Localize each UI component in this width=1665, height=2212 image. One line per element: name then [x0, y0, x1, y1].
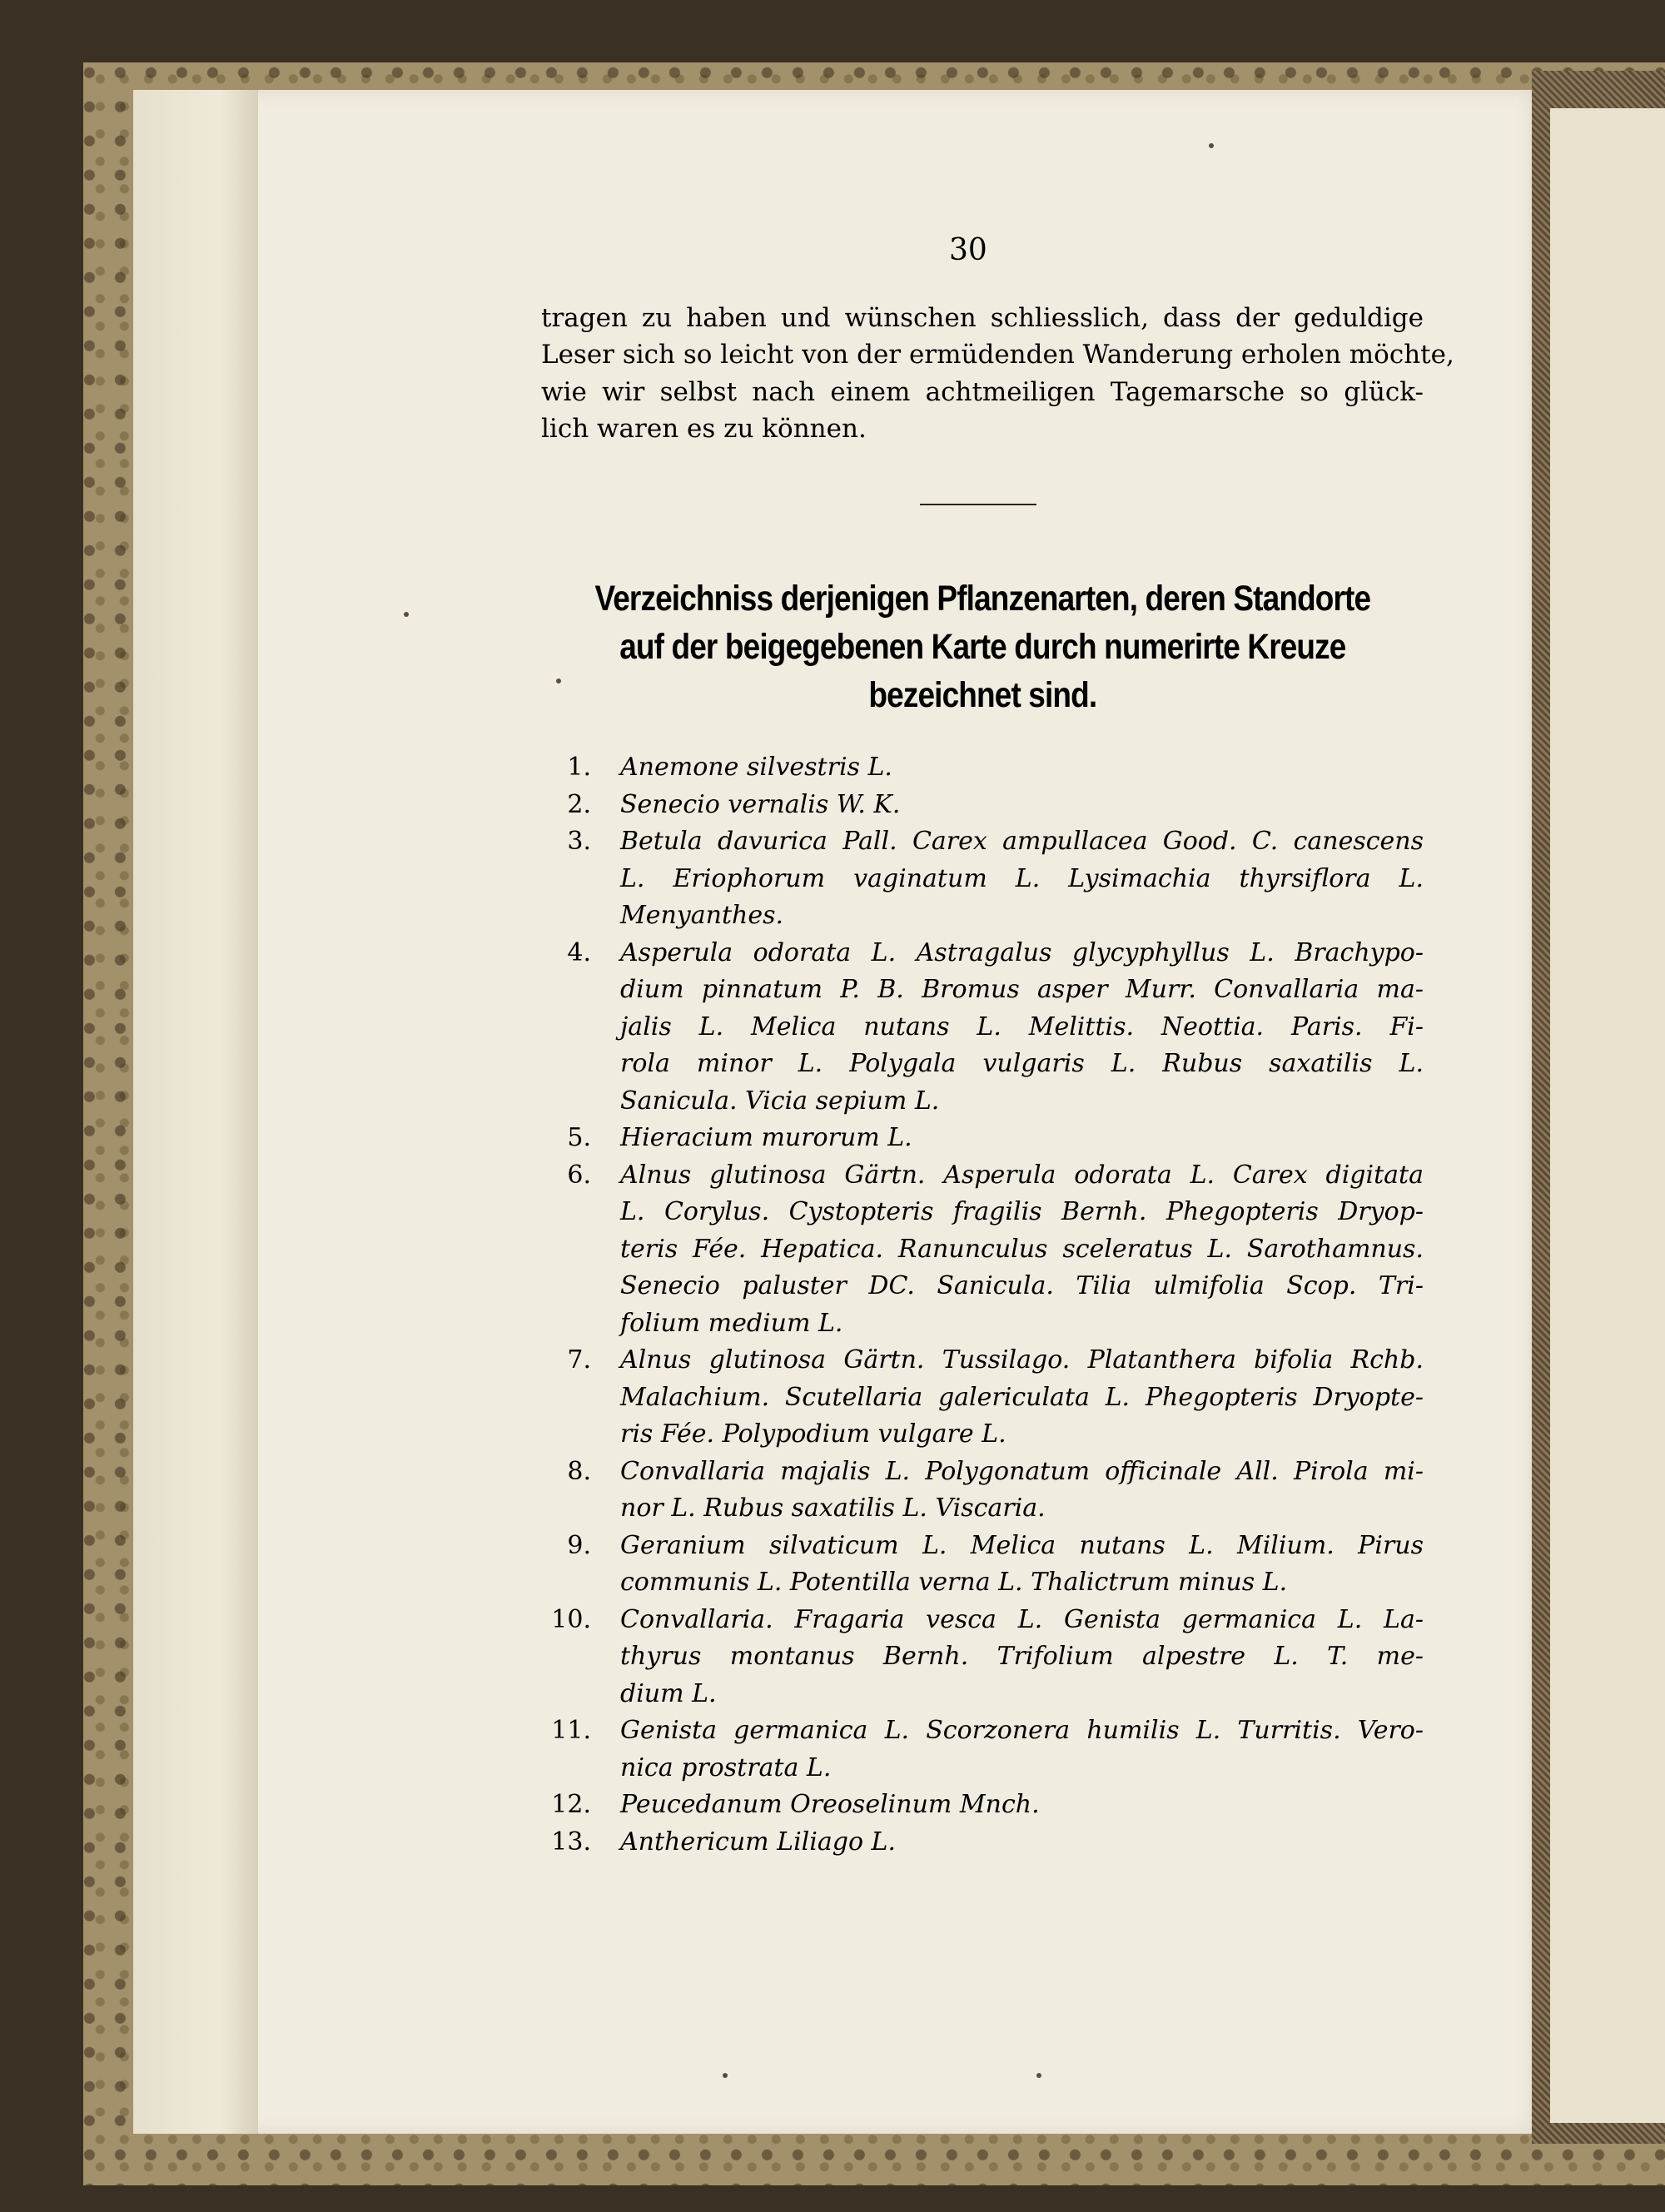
list-item	[533, 823, 1424, 935]
list-item-line: Asperula odorata L. Astragalus glycyphyllus L. Brachypo-	[620, 937, 1424, 967]
list-item-number: 5.	[567, 1123, 591, 1152]
list-item-line: Alnus glutinosa Gärtn. Tussilago. Platanthera bifolia Rchb.	[620, 1345, 1424, 1374]
heading-line: auf der beigegebenen Karte durch numerirte Kreuze	[619, 627, 1346, 667]
list-item-line: dium pinnatum P. B. Bromus asper Murr. Convallaria ma-	[620, 975, 1424, 1004]
list-item-text	[620, 1454, 1424, 1528]
section-divider	[920, 504, 1036, 505]
list-item-line: Hieracium murorum L.	[620, 1123, 912, 1152]
section-heading	[537, 574, 1429, 719]
list-item-line: Malachium. Scutellaria galericulata L. Phegopteris Dryopte-	[620, 1382, 1424, 1412]
list-item	[533, 1120, 1424, 1157]
list-item-text	[620, 1824, 1424, 1862]
list-item-text	[620, 1602, 1424, 1713]
list-item-number: 13.	[551, 1827, 591, 1857]
list-item-text	[620, 1342, 1424, 1454]
list-item-text	[620, 1120, 1424, 1157]
list-item-line: Genista germanica L. Scorzonera humilis L. Turritis. Vero-	[620, 1716, 1424, 1745]
list-item	[533, 1602, 1424, 1713]
intro-line: lich waren es zu können.	[541, 413, 867, 444]
list-item-line: nica prostrata L.	[620, 1752, 832, 1782]
list-item-line: jalis L. Melica nutans L. Melittis. Neottia. Paris. Fi-	[620, 1012, 1424, 1041]
list-item-line: nor L. Rubus saxatilis L. Viscaria.	[620, 1494, 1046, 1523]
facing-page-edge	[1550, 108, 1665, 2123]
list-item-line: Alnus glutinosa Gärtn. Asperula odorata L. Carex digitata	[620, 1160, 1424, 1190]
list-item-number: 9.	[567, 1530, 591, 1560]
intro-line: tragen zu haben und wünschen schliesslich, dass der geduldige	[541, 303, 1424, 333]
list-item	[533, 1342, 1424, 1454]
list-item	[533, 1787, 1424, 1824]
paper-speck	[1036, 2073, 1041, 2078]
list-item-line: Anthericum Liliago L.	[620, 1827, 897, 1857]
list-item-number: 11.	[551, 1716, 591, 1745]
list-item-text	[620, 1157, 1424, 1343]
list-item-number: 4.	[567, 937, 591, 967]
heading-line: bezeichnet sind.	[868, 675, 1097, 715]
list-item-number: 7.	[567, 1345, 591, 1374]
list-item	[533, 749, 1424, 787]
list-item-number: 3.	[567, 827, 591, 856]
intro-paragraph	[541, 300, 1454, 447]
paper-speck	[1209, 143, 1214, 148]
list-item-line: thyrus montanus Bernh. Trifolium alpestre L. T. me-	[620, 1642, 1424, 1671]
list-item-number: 8.	[567, 1456, 591, 1486]
paper-speck	[723, 2073, 728, 2078]
paper-speck	[556, 679, 561, 683]
list-item-number: 1.	[567, 753, 591, 782]
list-item-line: Peucedanum Oreoselinum Mnch.	[620, 1790, 1040, 1819]
list-item-line: L. Corylus. Cystopteris fragilis Bernh. Phegopteris Dryop-	[620, 1197, 1424, 1226]
list-item-line: Convallaria. Fragaria vesca L. Genista germanica L. La-	[620, 1604, 1424, 1634]
list-item-text	[620, 787, 1424, 824]
list-item-line: Anemone silvestris L.	[620, 753, 892, 782]
list-item-line: folium medium L.	[620, 1308, 843, 1338]
list-item-line: rola minor L. Polygala vulgaris L. Rubus saxatilis L.	[620, 1049, 1424, 1078]
list-item-line: Convallaria majalis L. Polygonatum officinale All. Pirola mi-	[620, 1456, 1424, 1486]
list-item-line: L. Eriophorum vaginatum L. Lysimachia thyrsiflora L.	[620, 863, 1424, 893]
list-item	[533, 1157, 1424, 1343]
page-gutter	[133, 90, 258, 2134]
list-item	[533, 1528, 1424, 1602]
list-item-text	[620, 1528, 1424, 1602]
list-item-text	[620, 1787, 1424, 1824]
list-item-text	[620, 1712, 1424, 1787]
page-number: 30	[949, 233, 987, 267]
list-item-line: Senecio vernalis W. K.	[620, 789, 901, 819]
list-item-line: ris Fée. Polypodium vulgare L.	[620, 1419, 1006, 1449]
list-item-number: 6.	[567, 1160, 591, 1190]
list-item-number: 2.	[567, 789, 591, 819]
list-item-line: communis L. Potentilla verna L. Thalictrum minus L.	[620, 1568, 1288, 1597]
list-item-line: dium L.	[620, 1678, 717, 1708]
list-item-text	[620, 935, 1424, 1121]
list-item-line: Geranium silvaticum L. Melica nutans L. Milium. Pirus	[620, 1530, 1424, 1560]
list-item-number: 10.	[551, 1604, 591, 1634]
list-item-line: Senecio paluster DC. Sanicula. Tilia ulmifolia Scop. Tri-	[620, 1271, 1424, 1300]
list-item	[533, 1824, 1424, 1862]
list-item	[533, 1454, 1424, 1528]
list-item	[533, 1712, 1424, 1787]
intro-line: Leser sich so leicht von der ermüdenden Wanderung erholen möchte,	[541, 340, 1454, 370]
list-item-line: teris Fée. Hepatica. Ranunculus sceleratus L. Sarothamnus.	[620, 1234, 1424, 1264]
heading-line: Verzeichniss derjenigen Pflanzenarten, deren Standorte	[594, 579, 1371, 619]
list-item-line: Sanicula. Vicia sepium L.	[620, 1086, 940, 1116]
list-item-number: 12.	[551, 1790, 591, 1819]
paper-speck	[404, 612, 409, 617]
list-item-line: Menyanthes.	[620, 901, 784, 930]
list-item	[533, 935, 1424, 1121]
list-item	[533, 787, 1424, 824]
list-item-line: Betula davurica Pall. Carex ampullacea Good. C. canescens	[620, 827, 1424, 856]
intro-line: wie wir selbst nach einem achtmeiligen Tagemarsche so glück-	[541, 376, 1424, 407]
list-item-text	[620, 823, 1424, 935]
list-item-text	[620, 749, 1424, 787]
plant-list	[533, 749, 1424, 1861]
